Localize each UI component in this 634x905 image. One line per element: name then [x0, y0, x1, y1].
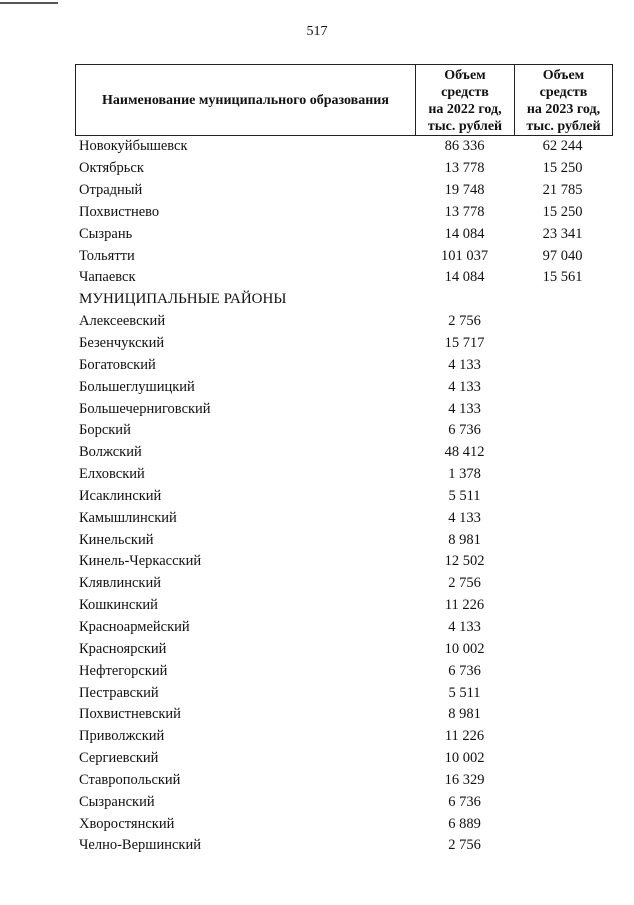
volume-2023-value: 21 785	[542, 182, 583, 199]
table-row	[75, 617, 613, 639]
volume-2022-value: 8 981	[448, 531, 481, 548]
table-row	[75, 638, 613, 660]
table-row	[75, 507, 613, 529]
table-row	[75, 136, 613, 158]
municipality-name: Большеглушицкий	[79, 378, 195, 395]
table-row	[75, 835, 613, 857]
municipality-name: Исаклинский	[79, 487, 162, 504]
volume-2022-value: 6 736	[448, 793, 481, 810]
volume-2022-value: 101 037	[440, 247, 489, 264]
volume-2022-value: 6 736	[448, 662, 481, 679]
table-row	[75, 202, 613, 224]
page-number: 517	[306, 24, 328, 39]
municipality-name: Похвистнево	[79, 203, 160, 220]
volume-2022-value: 48 412	[444, 444, 485, 461]
municipality-name: Нефтегорский	[79, 662, 168, 679]
scan-edge-mark	[0, 2, 58, 4]
volume-2022-value: 4 133	[448, 356, 481, 373]
municipality-name: Алексеевский	[79, 313, 166, 330]
table-row	[75, 245, 613, 267]
header-municipality-name	[76, 65, 416, 135]
municipality-name: Челно-Вершинский	[79, 837, 201, 854]
table-row	[75, 223, 613, 245]
municipality-name: Богатовский	[79, 356, 156, 373]
volume-2023-value: 23 341	[542, 225, 583, 242]
table-body	[75, 136, 613, 857]
header-volume-2023	[515, 65, 612, 135]
municipality-name: Ставропольский	[79, 771, 181, 788]
volume-2022-value: 11 226	[444, 597, 485, 614]
section-heading-row	[75, 289, 613, 311]
municipality-name: Чапаевск	[79, 269, 136, 286]
municipality-name: Сергиевский	[79, 750, 159, 767]
volume-2022-value: 86 336	[444, 138, 485, 155]
table-row	[75, 354, 613, 376]
volume-2022-value: 4 133	[448, 400, 481, 417]
table-row	[75, 180, 613, 202]
table-row	[75, 529, 613, 551]
municipality-name: Клявлинский	[79, 575, 161, 592]
table-row	[75, 398, 613, 420]
volume-2023-value: 15 250	[542, 203, 583, 220]
municipality-name: Кошкинский	[79, 597, 158, 614]
municipality-name: Камышлинский	[79, 509, 177, 526]
table-row	[75, 464, 613, 486]
municipality-name: Хворостянский	[79, 815, 175, 832]
table-row	[75, 442, 613, 464]
table-row	[75, 595, 613, 617]
municipality-name: Новокуйбышевск	[79, 138, 188, 155]
municipality-name: Похвистневский	[79, 706, 181, 723]
header-volume-2023-text: Объем средств на 2023 год, тыс. рублей	[526, 68, 601, 134]
volume-2022-value: 4 133	[448, 509, 481, 526]
table-row	[75, 704, 613, 726]
municipality-name: Елховский	[79, 466, 145, 483]
municipality-name: Большечерниговский	[79, 400, 211, 417]
volume-2022-value: 13 778	[444, 160, 485, 177]
section-heading: МУНИЦИПАЛЬНЫЕ РАЙОНЫ	[79, 291, 287, 308]
volume-2022-value: 4 133	[448, 618, 481, 635]
table-row	[75, 791, 613, 813]
volume-2022-value: 10 002	[444, 640, 485, 657]
volume-2022-value: 14 084	[444, 269, 485, 286]
municipality-name: Сызранский	[79, 793, 155, 810]
table-row	[75, 311, 613, 333]
municipality-name: Тольятти	[79, 247, 135, 264]
table-row	[75, 726, 613, 748]
table-row	[75, 333, 613, 355]
volume-2022-value: 16 329	[444, 771, 485, 788]
table-row	[75, 660, 613, 682]
municipality-name: Сызрань	[79, 225, 133, 242]
table-row	[75, 420, 613, 442]
municipality-name: Отрадный	[79, 182, 143, 199]
volume-2022-value: 19 748	[444, 182, 485, 199]
municipality-name: Борский	[79, 422, 131, 439]
municipality-name: Красноармейский	[79, 618, 190, 635]
volume-2022-value: 2 756	[448, 837, 481, 854]
municipality-name: Октябрьск	[79, 160, 144, 177]
table-header	[75, 64, 613, 136]
volume-2022-value: 4 133	[448, 378, 481, 395]
volume-2022-value: 6 889	[448, 815, 481, 832]
municipality-name: Красноярский	[79, 640, 167, 657]
table-row	[75, 813, 613, 835]
header-volume-2022-text: Объем средств на 2022 год, тыс. рублей	[427, 68, 503, 134]
municipality-name: Волжский	[79, 444, 142, 461]
table-row	[75, 267, 613, 289]
volume-2022-value: 12 502	[444, 553, 485, 570]
table-row	[75, 376, 613, 398]
table-row	[75, 158, 613, 180]
header-volume-2022	[416, 65, 515, 135]
volume-2022-value: 14 084	[444, 225, 485, 242]
volume-2023-value: 15 561	[542, 269, 583, 286]
header-municipality-name-text: Наименование муниципального образования	[102, 92, 389, 108]
volume-2022-value: 8 981	[448, 706, 481, 723]
volume-2023-value: 62 244	[542, 138, 583, 155]
volume-2022-value: 5 511	[448, 487, 481, 504]
table-row	[75, 573, 613, 595]
volume-2022-value: 6 736	[448, 422, 481, 439]
volume-2022-value: 13 778	[444, 203, 485, 220]
municipality-name: Пестравский	[79, 684, 159, 701]
volume-2022-value: 11 226	[444, 728, 485, 745]
municipality-name: Кинель-Черкасский	[79, 553, 202, 570]
table-row	[75, 551, 613, 573]
municipality-name: Безенчукский	[79, 335, 165, 352]
volume-2023-value: 15 250	[542, 160, 583, 177]
municipality-name: Кинельский	[79, 531, 154, 548]
volume-2022-value: 1 378	[448, 466, 481, 483]
table-row	[75, 486, 613, 508]
volume-2023-value: 97 040	[542, 247, 583, 264]
table-row	[75, 769, 613, 791]
municipality-name: Приволжский	[79, 728, 165, 745]
volume-2022-value: 2 756	[448, 313, 481, 330]
volume-2022-value: 2 756	[448, 575, 481, 592]
volume-2022-value: 15 717	[444, 335, 485, 352]
volume-2022-value: 5 511	[448, 684, 481, 701]
table-row	[75, 682, 613, 704]
table-row	[75, 748, 613, 770]
volume-2022-value: 10 002	[444, 750, 485, 767]
